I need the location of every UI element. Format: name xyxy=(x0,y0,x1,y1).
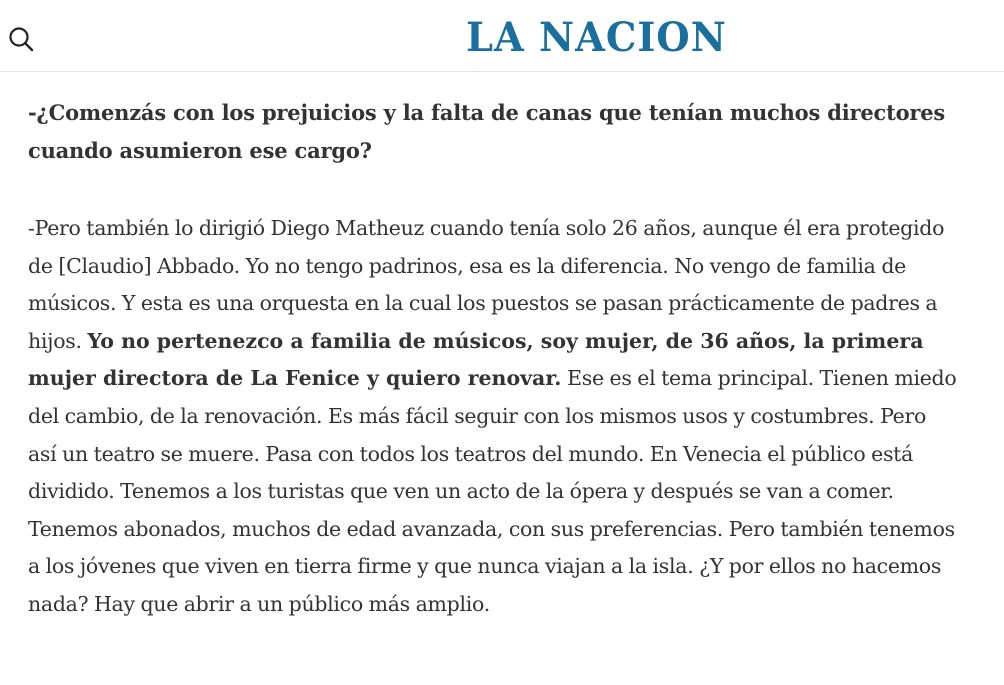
site-header xyxy=(0,0,1004,72)
search-icon[interactable] xyxy=(6,24,36,54)
article-body xyxy=(28,94,958,624)
answer-rest-text: Ese es el tema principal. Tienen miedo del cambio, de la renovación. Es más fácil seguir con los mismos usos y costumbres. Pero así un teatro se muere. Pasa con todos los teatros del mundo. En Venecia el público está dividido. Tenemos a los turistas que ven un acto de la ópera y después se van a comer. Tenemos abonados, muchos de edad avanzada, con sus preferencias. Pero también tenemos a los jóvenes que viven en tierra firme y que nunca viajan a la isla. ¿Y por ellos no hacemos nada? Hay que abrir a un público más amplio. xyxy=(28,366,957,616)
interview-question: -¿Comenzás con los prejuicios y la falta de canas que tenían muchos directores cuando asumieron ese cargo? xyxy=(28,100,946,163)
interview-answer xyxy=(28,210,958,624)
answer-highlight-text: Yo no pertenezco a familia de músicos, soy mujer, de 36 años, la primera mujer directora de La Fenice y quiero renovar. xyxy=(28,328,924,391)
answer-intro-text: -Pero también lo dirigió Diego Matheuz cuando tenía solo 26 años, aunque él era protegido de [Claudio] Abbado. Yo no tengo padrinos, esa es la diferencia. No vengo de familia de músicos. Y esta es una orquesta en la cual los puestos se pasan prácticamente de padres a hijos. xyxy=(28,216,945,353)
site-logo[interactable]: LA NACION xyxy=(466,14,727,61)
search-button[interactable] xyxy=(6,24,36,54)
